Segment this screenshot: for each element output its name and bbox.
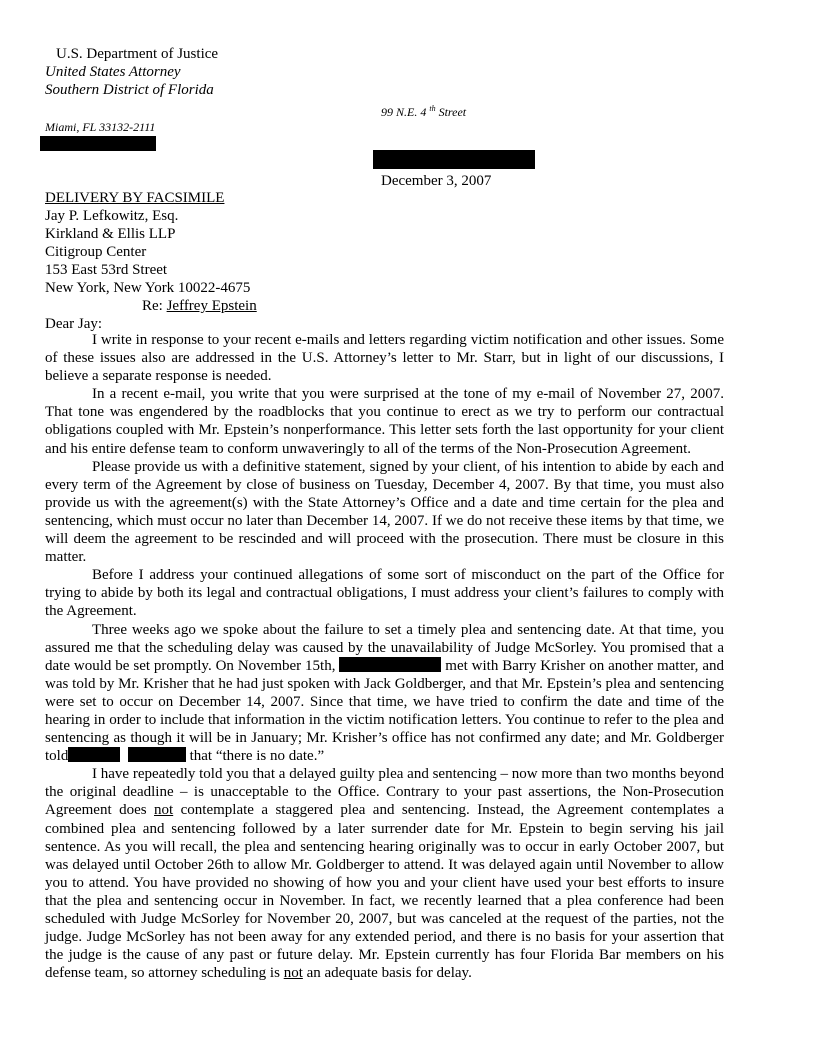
paragraph-5: [45, 621, 724, 766]
re-subject: Jeffrey Epstein: [166, 298, 257, 314]
office-name: United States Attorney: [45, 64, 181, 80]
redaction-box: [40, 136, 156, 151]
street-suffix: Street: [438, 105, 467, 119]
paragraph-5-part-2: met with Barry Krisher on another matter, and was told by Mr. Krisher that he had just spoken with Jack Goldberger, and that Mr. Epstein’s plea and sentencing were set to occur on December 14, 2007. Since that time, we have tried to confirm the date and time of the hearing in order to include that information in the victim notification letters. You continue to refer to the plea and sentencing as though it will be in January; Mr. Krisher’s office has not confirmed any date; and Mr. Goldberger told: [45, 657, 724, 765]
paragraph-4: Before I address your continued allegations of some sort of misconduct on the part of the Office for trying to abide by both its legal and contractual obligations, I must address your client’s failures to comply with the Agreement.: [45, 567, 724, 620]
city-address: Miami, FL 33132-2111: [45, 120, 156, 134]
delivery-method: DELIVERY BY FACSIMILE: [45, 190, 225, 206]
redaction-box: [339, 657, 441, 672]
street-superscript: th: [429, 104, 436, 113]
emphasis-not: not: [154, 802, 174, 819]
letter-date: December 3, 2007: [381, 173, 492, 189]
paragraph-6-part-2: contemplate a staggered plea and sentencing. Instead, the Agreement contemplates a combined plea and sentencing followed by a later surrender date for Mr. Epstein to begin serving his jail sentence. As you will recall, the plea and sentencing hearing originally was to occur in early October 2007, but was delayed until October 26th to allow Mr. Goldberger to attend. It was delayed again until November to allow you to attend. You have provided no showing of how you and your client have used your best efforts to insure that the plea and sentencing occur in November. In fact, we recently learned that a plea conference had been scheduled with Judge McSorley for November 20, 2007, but was canceled at the request of the parties, not the judge. Judge McSorley has not been away for any extended period, and there is no basis for your assertion that the judge is the cause of any past or future delay. Mr. Epstein currently has four Florida Bar members on his defense team, so attorney scheduling is: [45, 802, 724, 982]
paragraph-2: In a recent e-mail, you write that you were surprised at the tone of my e-mail of November 27, 2007. That tone was engendered by the roadblocks that you continue to erect as we try to perform our contractual obligations coupled with Mr. Epstein’s nonperformance. This letter sets forth the last opportunity for your client and his entire defense team to conform unwaveringly to all of the terms of the Non-Prosecution Agreement.: [45, 386, 724, 457]
emphasis-not: not: [283, 965, 303, 982]
paragraph-6: [45, 765, 724, 982]
paragraph-5-part-3: that “there is no date.”: [185, 748, 325, 765]
salutation: Dear Jay:: [45, 316, 103, 332]
district-name: Southern District of Florida: [45, 82, 214, 98]
department-name: U.S. Department of Justice: [56, 46, 219, 62]
redaction-box: [68, 747, 120, 762]
re-label: Re:: [142, 298, 167, 314]
street-prefix: 99 N.E. 4: [381, 105, 427, 119]
recipient-street: 153 East 53rd Street: [45, 262, 168, 278]
paragraph-6-part-3: an adequate basis for delay.: [302, 965, 472, 982]
paragraph-6-part-1: I have repeatedly told you that a delayed guilty plea and sentencing – now more than two months beyond the original deadline – is unacceptable to the Office. Contrary to your past assertions, the Non-Prosecution Agreement does: [45, 766, 724, 819]
re-line: [142, 297, 257, 315]
redaction-box: [373, 150, 535, 169]
letter-body: [45, 331, 724, 982]
recipient-building: Citigroup Center: [45, 244, 147, 260]
recipient-firm: Kirkland & Ellis LLP: [45, 226, 176, 242]
paragraph-5-part-1: Three weeks ago we spoke about the failure to set a timely plea and sentencing date. At that time, you assured me that the scheduling delay was caused by the unavailability of Judge McSorley. You promised that a date would be set promptly. On November 15th,: [45, 621, 724, 674]
recipient-city: New York, New York 10022-4675: [45, 280, 251, 296]
paragraph-3: Please provide us with a definitive statement, signed by your client, of his intention to abide by each and every term of the Agreement by close of business on Tuesday, December 4, 2007. By that time, you must also provide us with the agreement(s) with the State Attorney’s Office and a date and time certain for the plea and sentencing, which must occur no later than December 14, 2007. If we do not receive these items by that time, we will deem the agreement to be rescinded and will proceed with the prosecution. There must be closure in this matter.: [45, 458, 724, 566]
street-address: [381, 102, 466, 119]
paragraph-1: I write in response to your recent e-mails and letters regarding victim notification and other issues. Some of these issues also are addressed in the U.S. Attorney’s letter to Mr. Starr, but in light of our discussions, I believe a separate response is needed.: [45, 332, 724, 385]
recipient-name: Jay P. Lefkowitz, Esq.: [45, 208, 179, 224]
redaction-box: [128, 747, 186, 762]
